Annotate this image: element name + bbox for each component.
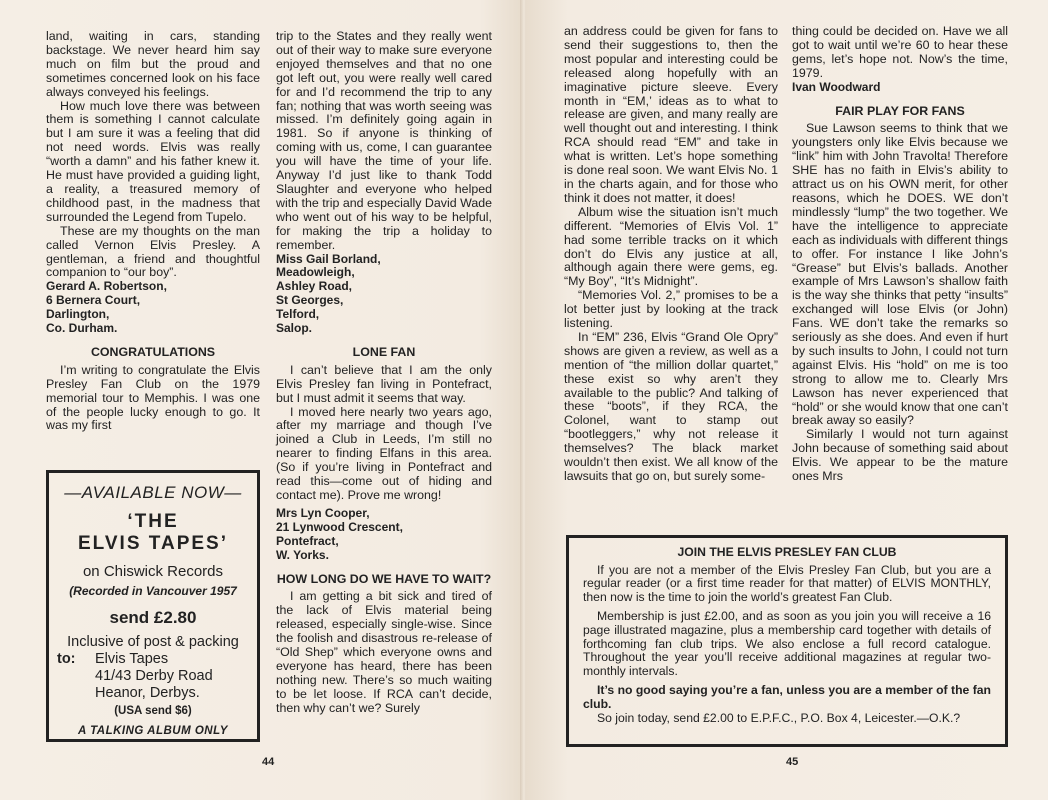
signature-address: St Georges, bbox=[276, 293, 344, 308]
letter-heading-fair-play: FAIR PLAY FOR FANS bbox=[835, 103, 965, 118]
letter-paragraph: trip to the States and they really went out of their way to make sure everyone enjoyed themselves and that no one got left out, you were really well cared for and I’d recommend the trip to any fan; nothing that was worth seeing was missed. I’m definitely going again in 1981. So if anyone is thinking of coming with us, come, I can guarantee you will have the time of your life. Anyway I’d just like to thank Todd Slaughter and everyone who helped with the trip and especially David Wade who went out of his way to be helpful, for making the trip a holiday to remember. bbox=[276, 29, 492, 252]
letter-paragraph: an address could be given for fans to send their suggestions to, then the most popular and interesting could be released along hopefully with an imaginative picture sleeve. Every month in “EM,’ ideas as to what to release are given, and many really are well thought out and interesting. I think RCA should read “EM” and take in what is written. Let’s hope something is done real soon. We want Elvis No. 1 in the charts again, and for those who think it does not matter, it does! bbox=[564, 24, 778, 205]
letter-paragraph: In “EM” 236, Elvis “Grand Ole Opry” shows are given a review, as well as a mention of “the million dollar quartet,” these exist so why aren’t they available to the public? And talking of these “boots”, if they RCA, the Colonel, want to stamp out “bootleggers,” why not release it themselves? The black market wouldn’t then exist. We all know of the lawsuits that go on, but surely some- bbox=[564, 329, 778, 483]
letter-paragraph: thing could be decided on. Have we all got to wait until we’re 60 to hear these gems, let’s hope not. Now’s the time, 1979. bbox=[792, 24, 1008, 80]
signature-name: Mrs Lyn Cooper, bbox=[276, 505, 370, 520]
letter-paragraph: These are my thoughts on the man called Vernon Elvis Presley. A gentleman, a friend and thoughtful companion to “our boy”. bbox=[46, 223, 260, 280]
letter-heading-lone-fan: LONE FAN bbox=[352, 344, 416, 359]
right-column-1 bbox=[564, 25, 778, 484]
letter-paragraph: land, waiting in cars, standing backstage. We never heard him say much on film but the proud and sometimes concerned look on his face always conveyed his feelings. bbox=[46, 29, 260, 99]
fan-club-paragraph: So join today, send £2.00 to E.P.F.C., P.O. Box 4, Leicester.—O.K.? bbox=[597, 710, 961, 725]
right-page bbox=[526, 0, 1048, 800]
signature-address: Darlington, bbox=[46, 307, 110, 322]
signature-address: Meadowleigh, bbox=[276, 265, 355, 280]
fan-club-paragraph: Membership is just £2.00, and as soon as you join you will receive a 16 page illustrated magazine, plus a membership card together with details of forthcoming fan club trips. We also enclose a full record catalogue. Throughout the year you’ll receive additional magazines at regular two-monthly intervals. bbox=[583, 609, 991, 678]
ad-address-line: Elvis Tapes bbox=[95, 651, 169, 667]
ad-available-now: —AVAILABLE NOW— bbox=[64, 483, 242, 502]
left-column-2 bbox=[276, 30, 492, 716]
fan-club-box bbox=[566, 535, 1008, 747]
ad-address-line: Heanor, Derbys. bbox=[95, 685, 200, 701]
signature-address: Pontefract, bbox=[276, 533, 339, 548]
left-page bbox=[0, 0, 522, 800]
page-number-left: 44 bbox=[262, 756, 275, 768]
ad-title-line-2: ELVIS TAPES’ bbox=[78, 533, 228, 554]
letter-paragraph: Album wise the situation isn’t much different. “Memories of Elvis Vol. 1” had some terrible tracks on it which don’t do Elvis any justice at all, although again there were gems, eg. “My Boy”, “It’s Midnight”. bbox=[564, 204, 778, 289]
letter-paragraph: I moved here nearly two years ago, after my marriage and though I’ve joined a Club in Leeds, I’m still no nearer to finding Elfans in this area. (So if you’re living in Pontefract and read this—come out of hiding and contact me). Prove me wrong! bbox=[276, 404, 492, 502]
ad-address-line: 41/43 Derby Road bbox=[95, 668, 213, 684]
signature-address: 21 Lynwood Crescent, bbox=[276, 519, 403, 534]
fan-club-title: JOIN THE ELVIS PRESLEY FAN CLUB bbox=[677, 545, 897, 559]
right-column-2 bbox=[792, 25, 1008, 484]
signature-name: Gerard A. Robertson, bbox=[46, 279, 167, 294]
fan-club-slogan: It’s no good saying you’re a fan, unless you are a member of the fan club. bbox=[583, 683, 991, 711]
signature-address: Co. Durham. bbox=[46, 321, 118, 336]
signature-address: 6 Bernera Court, bbox=[46, 293, 141, 308]
ad-usa-price: (USA send $6) bbox=[114, 705, 192, 717]
ad-talking-album: A TALKING ALBUM ONLY bbox=[78, 725, 228, 737]
letter-paragraph: Similarly I would not turn against John because of something said about Elvis. We appear to be the mature ones Mrs bbox=[792, 427, 1008, 484]
signature-name: Miss Gail Borland, bbox=[276, 251, 381, 266]
letter-paragraph: I am getting a bit sick and tired of the lack of Elvis material being released, especially single-wise. Since the foolish and disastrous re-release of “Old Shep” which everyone owns and everyone has heard, there has been nothing new. There’s so much waiting to be let loose. If RCA can’t decide, then why can’t we? Surely bbox=[276, 589, 492, 715]
signature-address: Telford, bbox=[276, 307, 320, 322]
page-number-right: 45 bbox=[786, 756, 799, 768]
ad-title-line-1: ‘THE bbox=[127, 511, 179, 532]
letter-paragraph: “Memories Vol. 2,” promises to be a lot better just by looking at the track listening. bbox=[564, 288, 778, 331]
ad-record-label: on Chiswick Records bbox=[82, 563, 224, 580]
ad-to-label: to: bbox=[57, 651, 76, 667]
ad-price: send £2.80 bbox=[109, 608, 197, 627]
ad-recorded-note: (Recorded in Vancouver 1957 bbox=[69, 584, 237, 598]
elvis-tapes-advert bbox=[46, 470, 260, 742]
signature-address: Salop. bbox=[276, 321, 313, 336]
ad-address bbox=[49, 651, 257, 702]
letter-paragraph: I can’t believe that I am the only Elvis Presley fan living in Pontefract, but I must admit it seems that way. bbox=[276, 362, 492, 405]
letter-paragraph: I’m writing to congratulate the Elvis Presley Fan Club on the 1979 memorial tour to Memphis. I was one of the people lucky enough to go. It was my first bbox=[46, 362, 260, 433]
letter-paragraph: Sue Lawson seems to think that we youngsters only like Elvis because we “link” him with John Travolta! Therefore SHE has no faith in Elvis’s ability to attract us on his OWN merit, for other reasons, which he DOES. WE don’t mindlessly “lump” the two together. We have the intelligence to appreciate each as individuals with different things to offer. For instance I like John’s “Grease” but Elvis’s ballads. Another example of Mrs Lawson’s shallow faith is the way she thinks that petty “insults” exchanged will lose Elvis (or John) Fans. WE don’t take the remarks so seriously as she does. And even if hurt by such insults to John, I could not turn against Elvis. His “hold” on me is too strong to allow me to. Clearly Mrs Lawson has never experienced that “hold” or she would know that one can’t break away so easily? bbox=[792, 121, 1008, 428]
letter-heading-congratulations: CONGRATULATIONS bbox=[90, 344, 216, 359]
signature-address: Ashley Road, bbox=[276, 279, 353, 294]
left-column-1 bbox=[46, 30, 260, 433]
ad-inclusive: Inclusive of post & packing bbox=[67, 634, 239, 650]
signature-name: Ivan Woodward bbox=[792, 79, 881, 94]
letter-heading-how-long: HOW LONG DO WE HAVE TO WAIT? bbox=[276, 571, 492, 586]
letter-paragraph: How much love there was between them is something I cannot calculate but I am sure it was a feeling that did not need words. Elvis was really “worth a damn” and his father knew it. He must have provided a guiding light, a reality, a treasured memory of childhood past, in the madness that surrounded the Legend from Tupelo. bbox=[46, 98, 260, 224]
fan-club-paragraph: If you are not a member of the Elvis Presley Fan Club, but you are a regular reader (or a first time reader for that matter) of ELVIS MONTHLY, then now is the time to join the world’s greatest Fan Club. bbox=[583, 562, 991, 604]
signature-address: W. Yorks. bbox=[276, 547, 329, 562]
